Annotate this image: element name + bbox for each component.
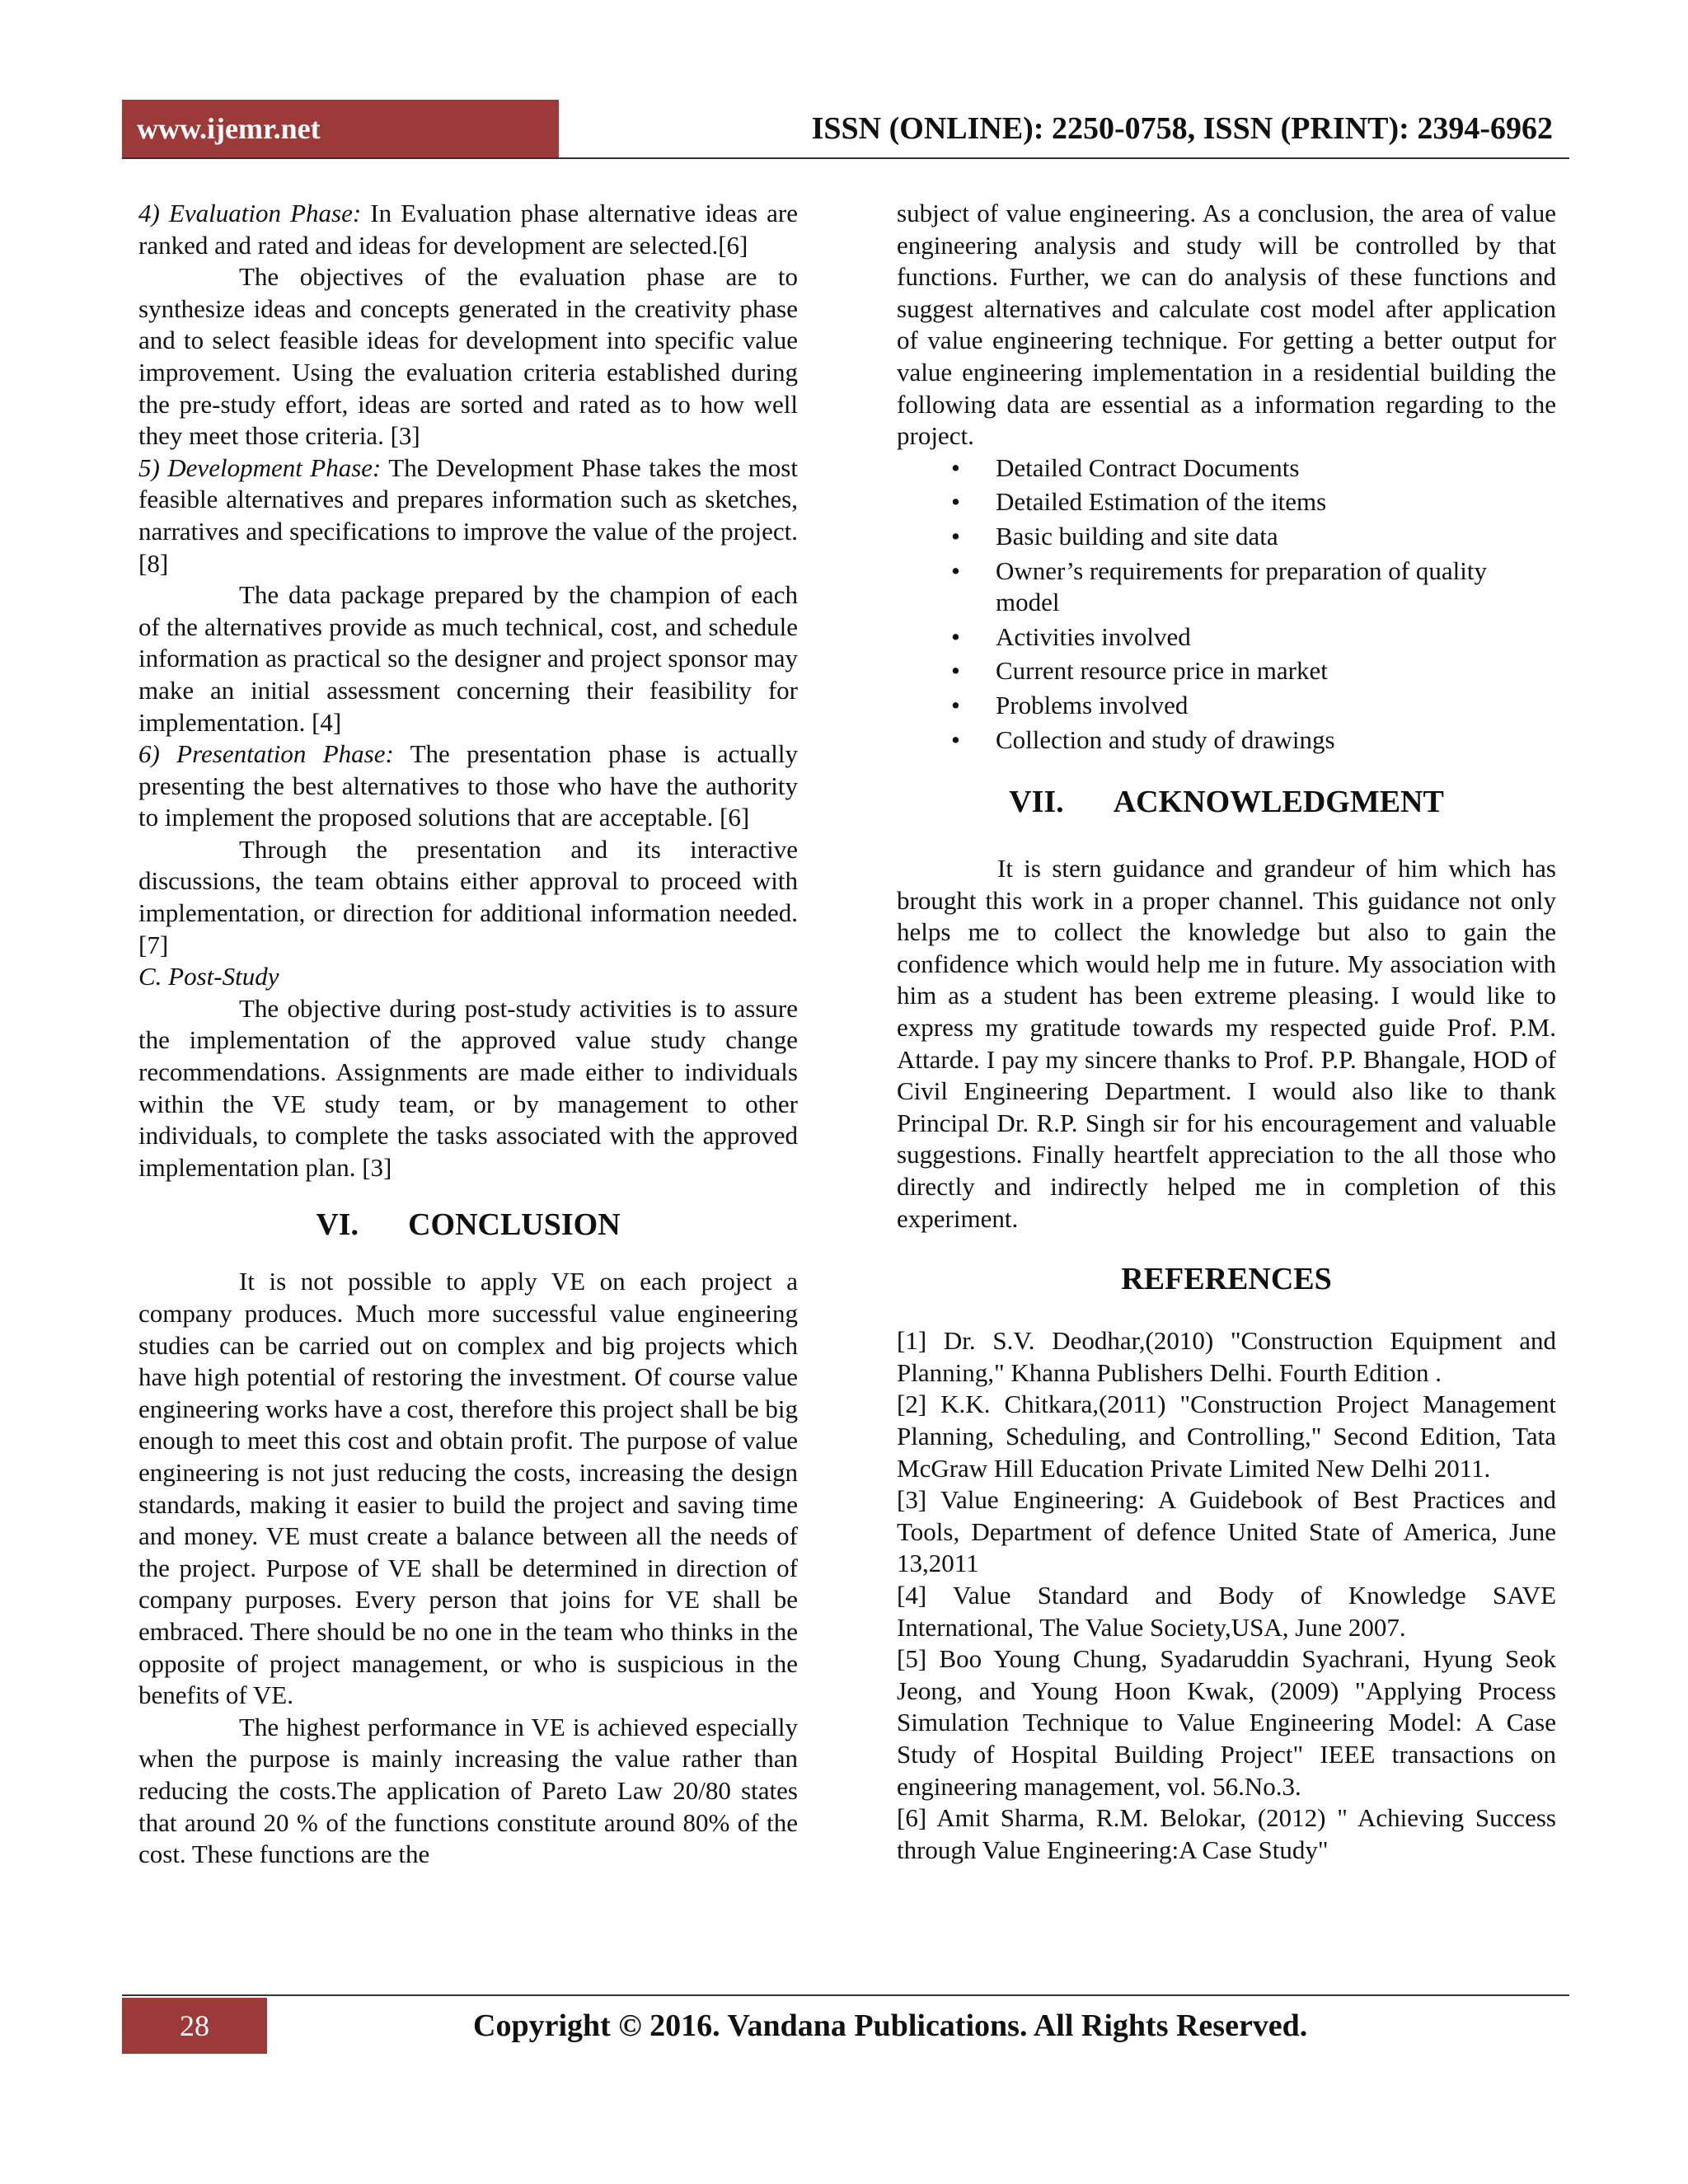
acknowledgment-heading [897, 784, 1556, 820]
reference-item: [1] Dr. S.V. Deodhar,(2010) "Construction Equipment and Planning," Khanna Publishers Delhi. Fourth Edition . [897, 1326, 1556, 1387]
presentation-phase-label: 6) Presentation Phase: [138, 739, 394, 769]
conclusion-continued-paragraph: subject of value engineering. As a conclusion, the area of value engineering analysis and study will be controlled by that functions. Further, we can do analysis of these functions and suggest alternatives and calculate cost model after application of value engineering technique. For getting a better output for value engineering implementation in a residential building the following data are essential as a information regarding to the project. [897, 199, 1556, 451]
list-item [897, 452, 1556, 485]
reference-item: [3] Value Engineering: A Guidebook of Best Practices and Tools, Department of defence United State of America, June 13,2011 [897, 1485, 1556, 1578]
presentation-phase-text: The presentation phase is actually presenting the best alternatives to those who have the authority to implement the proposed solutions that are acceptable. [6] [138, 739, 798, 832]
bullet-icon: • [951, 621, 960, 651]
list-item-text: Activities involved [996, 621, 1191, 651]
references-list [897, 1325, 1556, 1866]
references-heading: REFERENCES [1121, 1262, 1332, 1297]
list-item-text: Owner’s requirements for preparation of quality model [996, 555, 1487, 617]
list-item [897, 555, 1556, 619]
bullet-icon: • [951, 690, 960, 719]
list-item-text: Detailed Estimation of the items [996, 487, 1327, 517]
bullet-icon: • [951, 656, 960, 686]
journal-site-link[interactable]: www.ijemr.net [122, 100, 559, 157]
list-item [897, 486, 1556, 518]
post-study-heading: C. Post-Study [138, 962, 279, 991]
list-item-text: Basic building and site data [996, 521, 1278, 551]
bullet-icon: • [951, 487, 960, 517]
list-item [897, 621, 1556, 654]
page-number: 28 [122, 1998, 267, 2054]
footer-divider [122, 1994, 1569, 1996]
post-study-paragraph: The objective during post-study activities is to assure the implementation of the approved value study change recommendations. Assignments are made either to individuals within the VE study team, or by management to other individuals, to complete the tasks associated with the approved implementation plan. [3] [138, 993, 798, 1182]
evaluation-objectives-paragraph: The objectives of the evaluation phase are to synthesize ideas and concepts generated in the creativity phase and to select feasible ideas for development into specific value improvement. Using the evaluation criteria established during the pre-study effort, ideas are sorted and rated as to how well they meet those criteria. [3] [138, 262, 798, 451]
list-item-text: Problems involved [996, 690, 1189, 719]
list-item-text: Detailed Contract Documents [996, 452, 1300, 482]
reference-item: [2] K.K. Chitkara,(2011) "Construction Project Management Planning, Scheduling, and Controlling," Second Edition, Tata McGraw Hill Education Private Limited New Delhi 2011. [897, 1390, 1556, 1483]
evaluation-phase-text: In Evaluation phase alternative ideas are ranked and rated and ideas for development are selected.[6] [138, 199, 798, 260]
evaluation-phase-label: 4) Evaluation Phase: [138, 199, 362, 227]
issn-text: ISSN (ONLINE): 2250-0758, ISSN (PRINT): 2394-6962 [811, 111, 1553, 146]
presentation-phase-paragraph [138, 738, 798, 834]
list-item-text: Collection and study of drawings [996, 724, 1335, 754]
acknowledgment-paragraph: It is stern guidance and grandeur of him which has brought this work in a proper channel. This guidance not only helps me to collect the knowledge but also to gain the confidence which would help me in future. My association with him as a student has been extreme pleasing. I would like to express my gratitude towards my respected guide Prof. P.M. Attarde. I pay my sincere thanks to Prof. P.P. Bhangale, HOD of Civil Engineering Department. I would also like to thank Principal Dr. R.P. Singh sir for his encouragement and valuable suggestions. Finally heartfelt appreciation to the all those who directly and indirectly helped me in completion of this experiment. [897, 854, 1556, 1233]
list-item [897, 521, 1556, 553]
page-footer [122, 1994, 1569, 2052]
reference-item: [5] Boo Young Chung, Syadaruddin Syachrani, Hyung Seok Jeong, and Young Hoon Kwak, (2009) "Applying Process Simulation Technique to Value Engineering Model: A Case Study of Hospital Building Project" IEEE transactions on engineering management, vol. 56.No.3. [897, 1644, 1556, 1801]
list-item [897, 690, 1556, 722]
right-column [897, 198, 1556, 1866]
reference-item: [4] Value Standard and Body of Knowledge SAVE International, The Value Society,USA, June 2007. [897, 1580, 1556, 1642]
required-data-list [897, 452, 1556, 756]
acknowledgment-number: VII. [1009, 785, 1064, 820]
development-phase-paragraph [138, 452, 798, 579]
bullet-icon: • [951, 452, 960, 482]
data-package-paragraph: The data package prepared by the champion of each of the alternatives provide as much technical, cost, and schedule information as practical so the designer and project sponsor may make an initial assessment concerning their feasibility for implementation. [4] [138, 580, 798, 737]
evaluation-phase-paragraph [138, 198, 798, 261]
bullet-icon: • [951, 724, 960, 754]
presentation-discussion-paragraph: Through the presentation and its interactive discussions, the team obtains either approval to proceed with implementation, or direction for additional information needed. [7] [138, 834, 798, 959]
acknowledgment-title: ACKNOWLEDGMENT [1113, 785, 1444, 820]
bullet-icon: • [951, 521, 960, 551]
bullet-icon: • [951, 555, 960, 585]
copyright-notice: Copyright © 2016. Vandana Publications. All Rights Reserved. [473, 2008, 1308, 2043]
conclusion-paragraph-1: It is not possible to apply VE on each project a company produces. Much more successful value engineering studies can be carried out on complex and big projects which have high potential of restoring the investment. Of course value engineering works have a cost, therefore this project shall be big enough to meet this cost and obtain profit. The purpose of value engineering is not just reducing the costs, increasing the design standards, making it easier to build the project and saving time and money. VE must create a balance between all the needs of the project. Purpose of VE shall be determined in direction of company purposes. Every person that joins for VE shall be embraced. There should be no one in the team who thinks in the opposite of project management, or who is suspicious in the benefits of VE. [138, 1267, 798, 1710]
header-divider [122, 157, 1569, 159]
conclusion-title: CONCLUSION [408, 1207, 621, 1243]
page-header [122, 100, 1569, 157]
list-item-text: Current resource price in market [996, 656, 1328, 686]
development-phase-text: The Development Phase takes the most feasible alternatives and prepares information such as sketches, narratives and specifications to improve the value of the project.[8] [138, 452, 798, 578]
list-item [897, 655, 1556, 687]
conclusion-number: VI. [316, 1207, 359, 1243]
left-column [138, 198, 798, 1871]
list-item [897, 724, 1556, 757]
reference-item: [6] Amit Sharma, R.M. Belokar, (2012) " Achieving Success through Value Engineering:A Case Study" [897, 1803, 1556, 1864]
development-phase-label: 5) Development Phase: [138, 452, 382, 482]
conclusion-paragraph-2: The highest performance in VE is achieved especially when the purpose is mainly increasing the value rather than reducing the costs.The application of Pareto Law 20/80 states that around 20 % of the functions constitute around 80% of the cost. These functions are the [138, 1712, 798, 1869]
conclusion-heading [138, 1207, 798, 1243]
